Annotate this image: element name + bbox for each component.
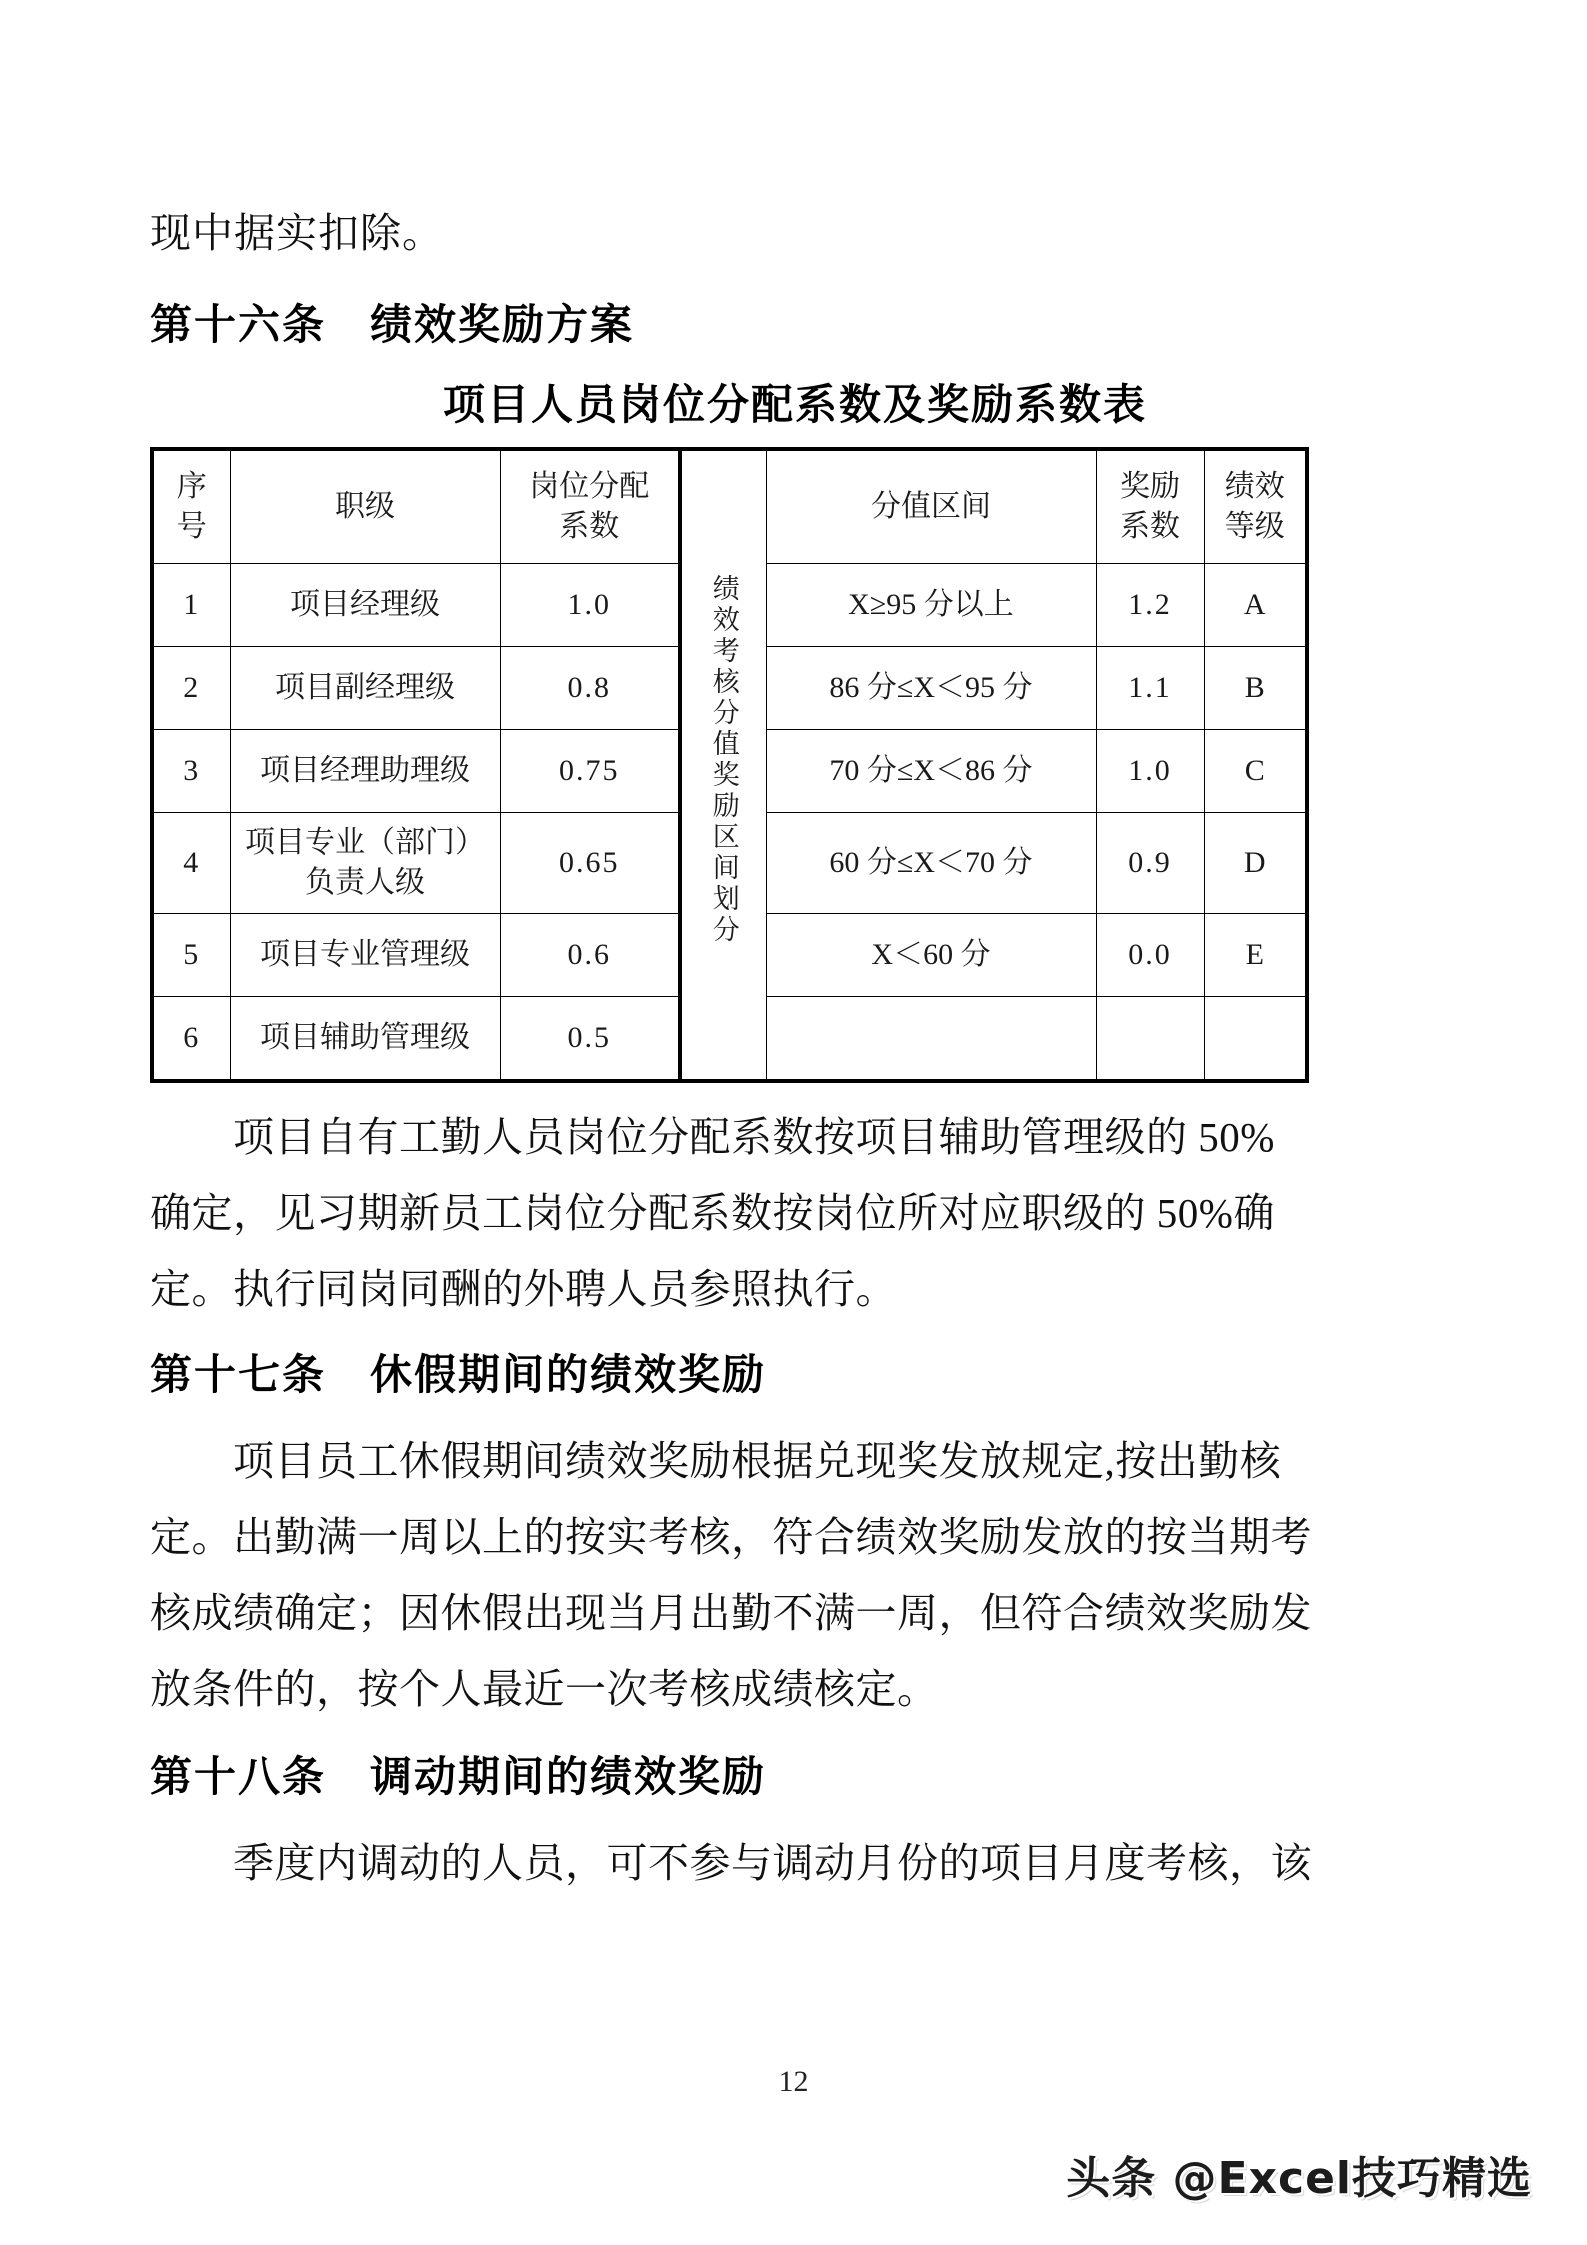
cell-score-range: X≥95 分以上 bbox=[766, 564, 1096, 647]
article-17-paragraph bbox=[150, 1423, 1440, 1727]
cell-grade bbox=[1204, 997, 1307, 1082]
coefficient-table-wrapper bbox=[150, 447, 1305, 1083]
paragraph-line: 定。执行同岗同酬的外聘人员参照执行。 bbox=[150, 1266, 897, 1312]
cell-seq: 1 bbox=[152, 564, 230, 647]
cell-seq: 6 bbox=[152, 997, 230, 1082]
cell-rank bbox=[230, 813, 500, 914]
header-performance-grade: 绩效等级 bbox=[1204, 449, 1307, 564]
cell-bonus: 0.9 bbox=[1096, 813, 1204, 914]
article-16-paragraph bbox=[150, 1099, 1440, 1327]
table-header-row bbox=[152, 449, 1307, 564]
vertical-band-label bbox=[680, 449, 766, 1081]
cell-grade: D bbox=[1204, 813, 1307, 914]
cell-coefficient: 0.6 bbox=[500, 914, 680, 997]
cell-grade: A bbox=[1204, 564, 1307, 647]
paragraph-line: 季度内调动的人员，可不参与调动月份的项目月度考核，该 bbox=[150, 1840, 1312, 1886]
cell-grade: B bbox=[1204, 647, 1307, 730]
page-number: 12 bbox=[778, 2065, 809, 2098]
paragraph-line: 放条件的，按个人最近一次考核成绩核定。 bbox=[150, 1666, 939, 1712]
paragraph-line: 项目员工休假期间绩效奖励根据兑现奖发放规定,按出勤核 bbox=[150, 1438, 1282, 1484]
paragraph-line: 定。出勤满一周以上的按实考核，符合绩效奖励发放的按当期考 bbox=[150, 1514, 1312, 1560]
paragraph-line: 核成绩确定；因休假出现当月出勤不满一周，但符合绩效奖励发 bbox=[150, 1590, 1312, 1636]
article-17-heading: 第十七条 休假期间的绩效奖励 bbox=[150, 1353, 767, 1399]
cell-score-range: 60 分≤X＜70 分 bbox=[766, 813, 1096, 914]
header-bonus-coefficient: 奖励系数 bbox=[1096, 449, 1204, 564]
watermark: 头条 @Excel技巧精选 bbox=[1066, 2153, 1532, 2204]
cell-seq: 5 bbox=[152, 914, 230, 997]
header-score-range: 分值区间 bbox=[766, 449, 1096, 564]
cell-coefficient: 0.65 bbox=[500, 813, 680, 914]
cell-bonus: 1.0 bbox=[1096, 730, 1204, 813]
cell-grade: C bbox=[1204, 730, 1307, 813]
cell-bonus bbox=[1096, 997, 1204, 1082]
article-18-heading: 第十八条 调动期间的绩效奖励 bbox=[150, 1755, 767, 1801]
page-content bbox=[150, 0, 1440, 1901]
continuation-line: 现中据实扣除。 bbox=[150, 210, 444, 256]
table-title: 项目人员岗位分配系数及奖励系数表 bbox=[442, 383, 1147, 429]
cell-rank: 项目经理级 bbox=[230, 564, 500, 647]
cell-coefficient: 0.5 bbox=[500, 997, 680, 1082]
cell-rank: 项目专业管理级 bbox=[230, 914, 500, 997]
cell-seq: 3 bbox=[152, 730, 230, 813]
article-16-heading: 第十六条 绩效奖励方案 bbox=[150, 303, 635, 349]
cell-coefficient: 0.8 bbox=[500, 647, 680, 730]
vertical-band-text: 绩效考核分值奖励区间划分 bbox=[708, 573, 739, 946]
article-18-paragraph bbox=[150, 1825, 1440, 1901]
cell-score-range: 70 分≤X＜86 分 bbox=[766, 730, 1096, 813]
cell-coefficient: 1.0 bbox=[500, 564, 680, 647]
cell-bonus: 1.2 bbox=[1096, 564, 1204, 647]
cell-grade: E bbox=[1204, 914, 1307, 997]
cell-rank: 项目经理助理级 bbox=[230, 730, 500, 813]
cell-rank-line2: 负责人级 bbox=[305, 866, 425, 899]
paragraph-line: 确定，见习期新员工岗位分配系数按岗位所对应职级的 50%确 bbox=[150, 1190, 1275, 1236]
cell-score-range: X＜60 分 bbox=[766, 914, 1096, 997]
cell-bonus: 1.1 bbox=[1096, 647, 1204, 730]
cell-rank: 项目辅助管理级 bbox=[230, 997, 500, 1082]
cell-score-range bbox=[766, 997, 1096, 1082]
cell-seq: 4 bbox=[152, 813, 230, 914]
cell-coefficient: 0.75 bbox=[500, 730, 680, 813]
cell-score-range: 86 分≤X＜95 分 bbox=[766, 647, 1096, 730]
cell-rank-line1: 项目专业（部门） bbox=[245, 826, 485, 859]
cell-rank: 项目副经理级 bbox=[230, 647, 500, 730]
header-seq: 序号 bbox=[152, 449, 230, 564]
header-coefficient: 岗位分配系数 bbox=[500, 449, 680, 564]
cell-seq: 2 bbox=[152, 647, 230, 730]
cell-bonus: 0.0 bbox=[1096, 914, 1204, 997]
paragraph-line: 项目自有工勤人员岗位分配系数按项目辅助管理级的 50% bbox=[150, 1114, 1275, 1160]
coefficient-table bbox=[150, 447, 1309, 1083]
header-rank: 职级 bbox=[230, 449, 500, 564]
